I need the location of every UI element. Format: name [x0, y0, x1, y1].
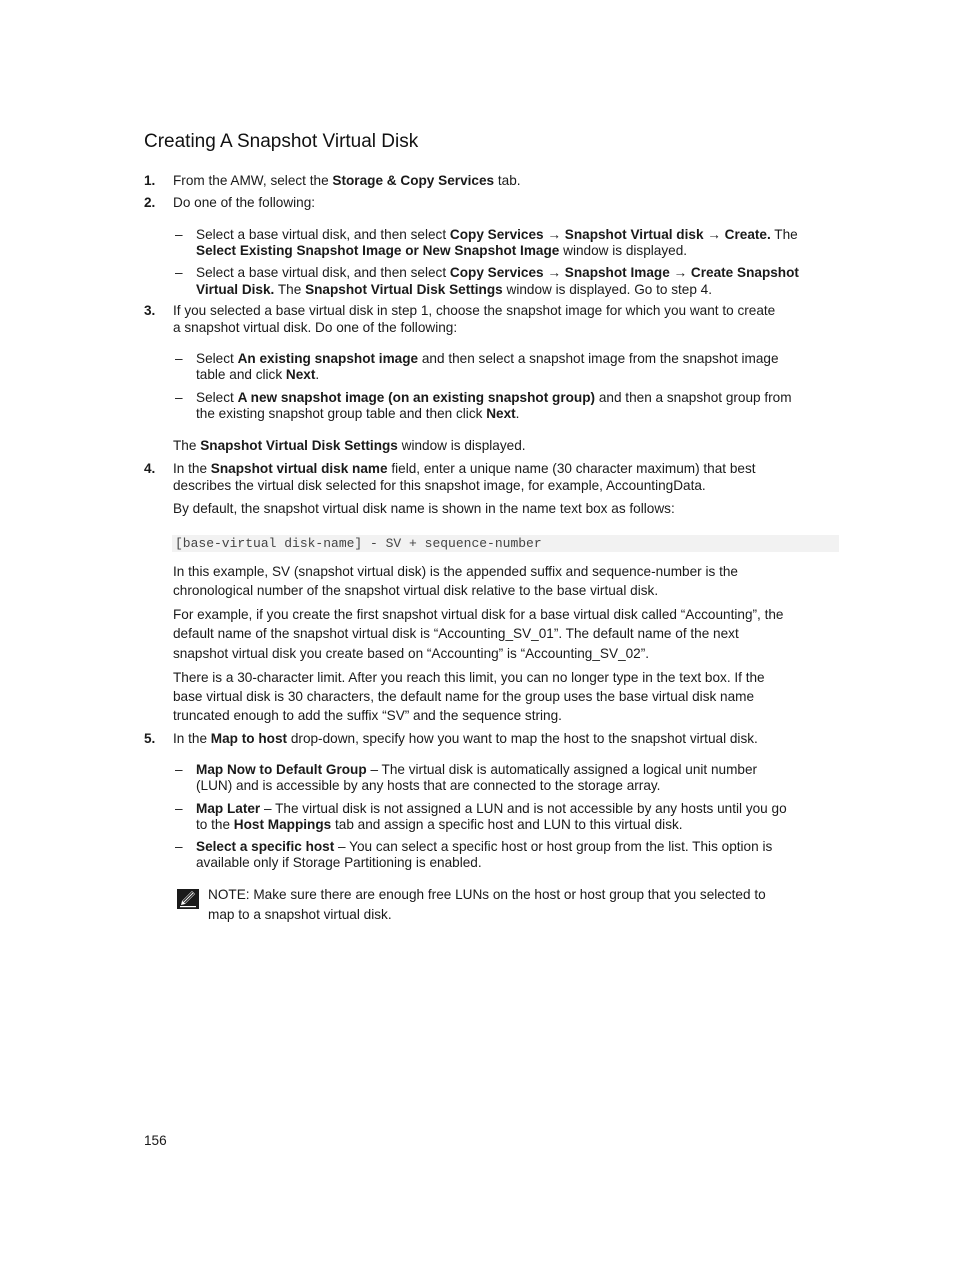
text: The — [274, 282, 306, 297]
text: to the — [196, 817, 234, 832]
step-5-option-3-line-2: available only if Storage Partitioning is enabled. — [196, 855, 482, 870]
bold-text: A new snapshot image (on an existing snapshot group) — [237, 390, 596, 405]
step-3-option-1-line-1 — [196, 350, 779, 367]
code-block: [base-virtual disk-name] - SV + sequence-number — [175, 536, 542, 551]
step-3-option-2-line-2 — [196, 405, 519, 422]
step-4-limit-line-1: There is a 30-character limit. After you reach this limit, you can no longer type in the text box. If the — [173, 670, 765, 685]
step-4-for-example-line-2: default name of the snapshot virtual disk is “Accounting_SV_01”. The default name of the next — [173, 626, 739, 641]
bold-text: Snapshot Virtual disk — [564, 227, 704, 242]
step-3-line-2: a snapshot virtual disk. Do one of the following: — [173, 320, 458, 335]
arrow: → — [703, 227, 725, 242]
step-3-result — [173, 437, 526, 454]
bold-text: Snapshot Virtual Disk Settings — [200, 438, 398, 453]
text: Select a base virtual disk, and then select — [196, 227, 450, 242]
bold-text: Snapshot Virtual Disk Settings — [305, 282, 503, 297]
step-1-number: 1. — [144, 173, 156, 188]
bold-text: Snapshot virtual disk name — [210, 461, 388, 476]
text: In the — [173, 461, 211, 476]
note-line-1 — [208, 886, 766, 903]
step-2-option-2-line-2 — [196, 281, 712, 298]
bullet-dash: – — [175, 801, 183, 816]
bold-text: Copy Services — [449, 265, 544, 280]
step-2-text: Do one of the following: — [173, 195, 316, 210]
text: window is displayed. — [559, 243, 688, 258]
text: window is displayed. — [397, 438, 526, 453]
bullet-dash: – — [175, 762, 183, 777]
bold-text: Map Now to Default Group — [196, 762, 367, 777]
step-5-text — [173, 730, 758, 747]
text: The — [173, 438, 201, 453]
bullet-dash: – — [175, 839, 183, 854]
text: Select — [196, 351, 238, 366]
step-4-line-2: describes the virtual disk selected for this snapshot image, for example, AccountingData. — [173, 478, 706, 493]
text: Select a base virtual disk, and then select — [196, 265, 450, 280]
text: drop-down, specify how you want to map the host to the snapshot virtual disk. — [287, 731, 758, 746]
text: window is displayed. Go to step 4. — [502, 282, 713, 297]
section-title: Creating A Snapshot Virtual Disk — [144, 131, 419, 152]
step-4-limit-line-2: base virtual disk is 30 characters, the default name for the group uses the base virtual disk name — [173, 689, 755, 704]
step-5-option-1-line-2: (LUN) and is accessible by any hosts that are connected to the storage array. — [196, 778, 661, 793]
bullet-dash: – — [175, 351, 183, 366]
step-2-number: 2. — [144, 195, 156, 210]
text: . — [315, 367, 320, 382]
note-pencil-icon — [177, 889, 199, 909]
step-5-number: 5. — [144, 731, 156, 746]
arrow: → — [669, 265, 691, 280]
text: and then select a snapshot image from the snapshot image — [418, 351, 779, 366]
step-4-for-example-line-3: snapshot virtual disk you create based on “Accounting” is “Accounting_SV_02”. — [173, 646, 650, 661]
step-4-example-line-2: chronological number of the snapshot virtual disk relative to the base virtual disk. — [173, 583, 659, 598]
bold-text: Virtual Disk. — [196, 282, 275, 297]
step-5-option-2-line-2 — [196, 816, 683, 833]
text: the existing snapshot group table and then click — [196, 406, 487, 421]
step-4-line-1 — [173, 460, 756, 477]
text: tab and assign a specific host and LUN to this virtual disk. — [331, 817, 683, 832]
text: – The virtual disk is not assigned a LUN and is not accessible by any hosts until you go — [260, 801, 787, 816]
text: In the — [173, 731, 211, 746]
step-5-option-3-line-1 — [196, 838, 772, 855]
text: The — [770, 227, 798, 242]
bullet-dash: – — [175, 227, 183, 242]
arrow: → — [543, 227, 565, 242]
text: and then a snapshot group from — [595, 390, 792, 405]
bold-text: Map to host — [210, 731, 288, 746]
bullet-dash: – — [175, 390, 183, 405]
step-3-line-1: If you selected a base virtual disk in step 1, choose the snapshot image for which you want to create — [173, 303, 776, 318]
step-3-number: 3. — [144, 303, 156, 318]
text: tab. — [494, 173, 521, 188]
step-2-option-1-line-2 — [196, 242, 687, 259]
bullet-dash: – — [175, 265, 183, 280]
bold-text: Create Snapshot — [690, 265, 799, 280]
bold-text: Map Later — [196, 801, 261, 816]
note-label: NOTE: — [208, 887, 250, 902]
bold-text: Copy Services — [449, 227, 544, 242]
text: – You can select a specific host or host group from the list. This option is — [334, 839, 773, 854]
bold-text: Select a specific host — [196, 839, 335, 854]
step-2-option-1-line-1 — [196, 226, 798, 243]
bold-text: Snapshot Image — [564, 265, 670, 280]
text: From the AMW, select the — [173, 173, 333, 188]
step-4-default-name-intro: By default, the snapshot virtual disk name is shown in the name text box as follows: — [173, 501, 675, 516]
arrow: → — [543, 265, 565, 280]
bold-text: Storage & Copy Services — [332, 173, 495, 188]
note-line-2: map to a snapshot virtual disk. — [208, 907, 392, 922]
text: . — [515, 406, 520, 421]
page-number: 156 — [144, 1133, 167, 1148]
bold-text: Host Mappings — [233, 817, 332, 832]
step-1-text — [173, 172, 521, 189]
bold-text: Create. — [724, 227, 771, 242]
step-4-for-example-line-1: For example, if you create the first snapshot virtual disk for a base virtual disk called “Accounting”, the — [173, 607, 784, 622]
bold-text: Select Existing Snapshot Image or New Snapshot Image — [196, 243, 560, 258]
bold-text: An existing snapshot image — [237, 351, 419, 366]
step-4-example-line-1: In this example, SV (snapshot virtual disk) is the appended suffix and sequence-number is the — [173, 564, 738, 579]
step-4-limit-line-3: truncated enough to add the suffix “SV” and the sequence string. — [173, 708, 562, 723]
text: table and click — [196, 367, 286, 382]
bold-text: Next — [486, 406, 516, 421]
step-2-option-2-line-1 — [196, 264, 799, 281]
step-3-option-2-line-1 — [196, 389, 792, 406]
bold-text: Next — [285, 367, 316, 382]
step-4-number: 4. — [144, 461, 156, 476]
text: field, enter a unique name (30 character maximum) that best — [387, 461, 756, 476]
text: Make sure there are enough free LUNs on the host or host group that you selected to — [249, 887, 766, 902]
step-5-option-1-line-1 — [196, 761, 757, 778]
text: – The virtual disk is automatically assigned a logical unit number — [366, 762, 758, 777]
step-5-option-2-line-1 — [196, 800, 787, 817]
text: Select — [196, 390, 238, 405]
step-3-option-1-line-2 — [196, 366, 319, 383]
